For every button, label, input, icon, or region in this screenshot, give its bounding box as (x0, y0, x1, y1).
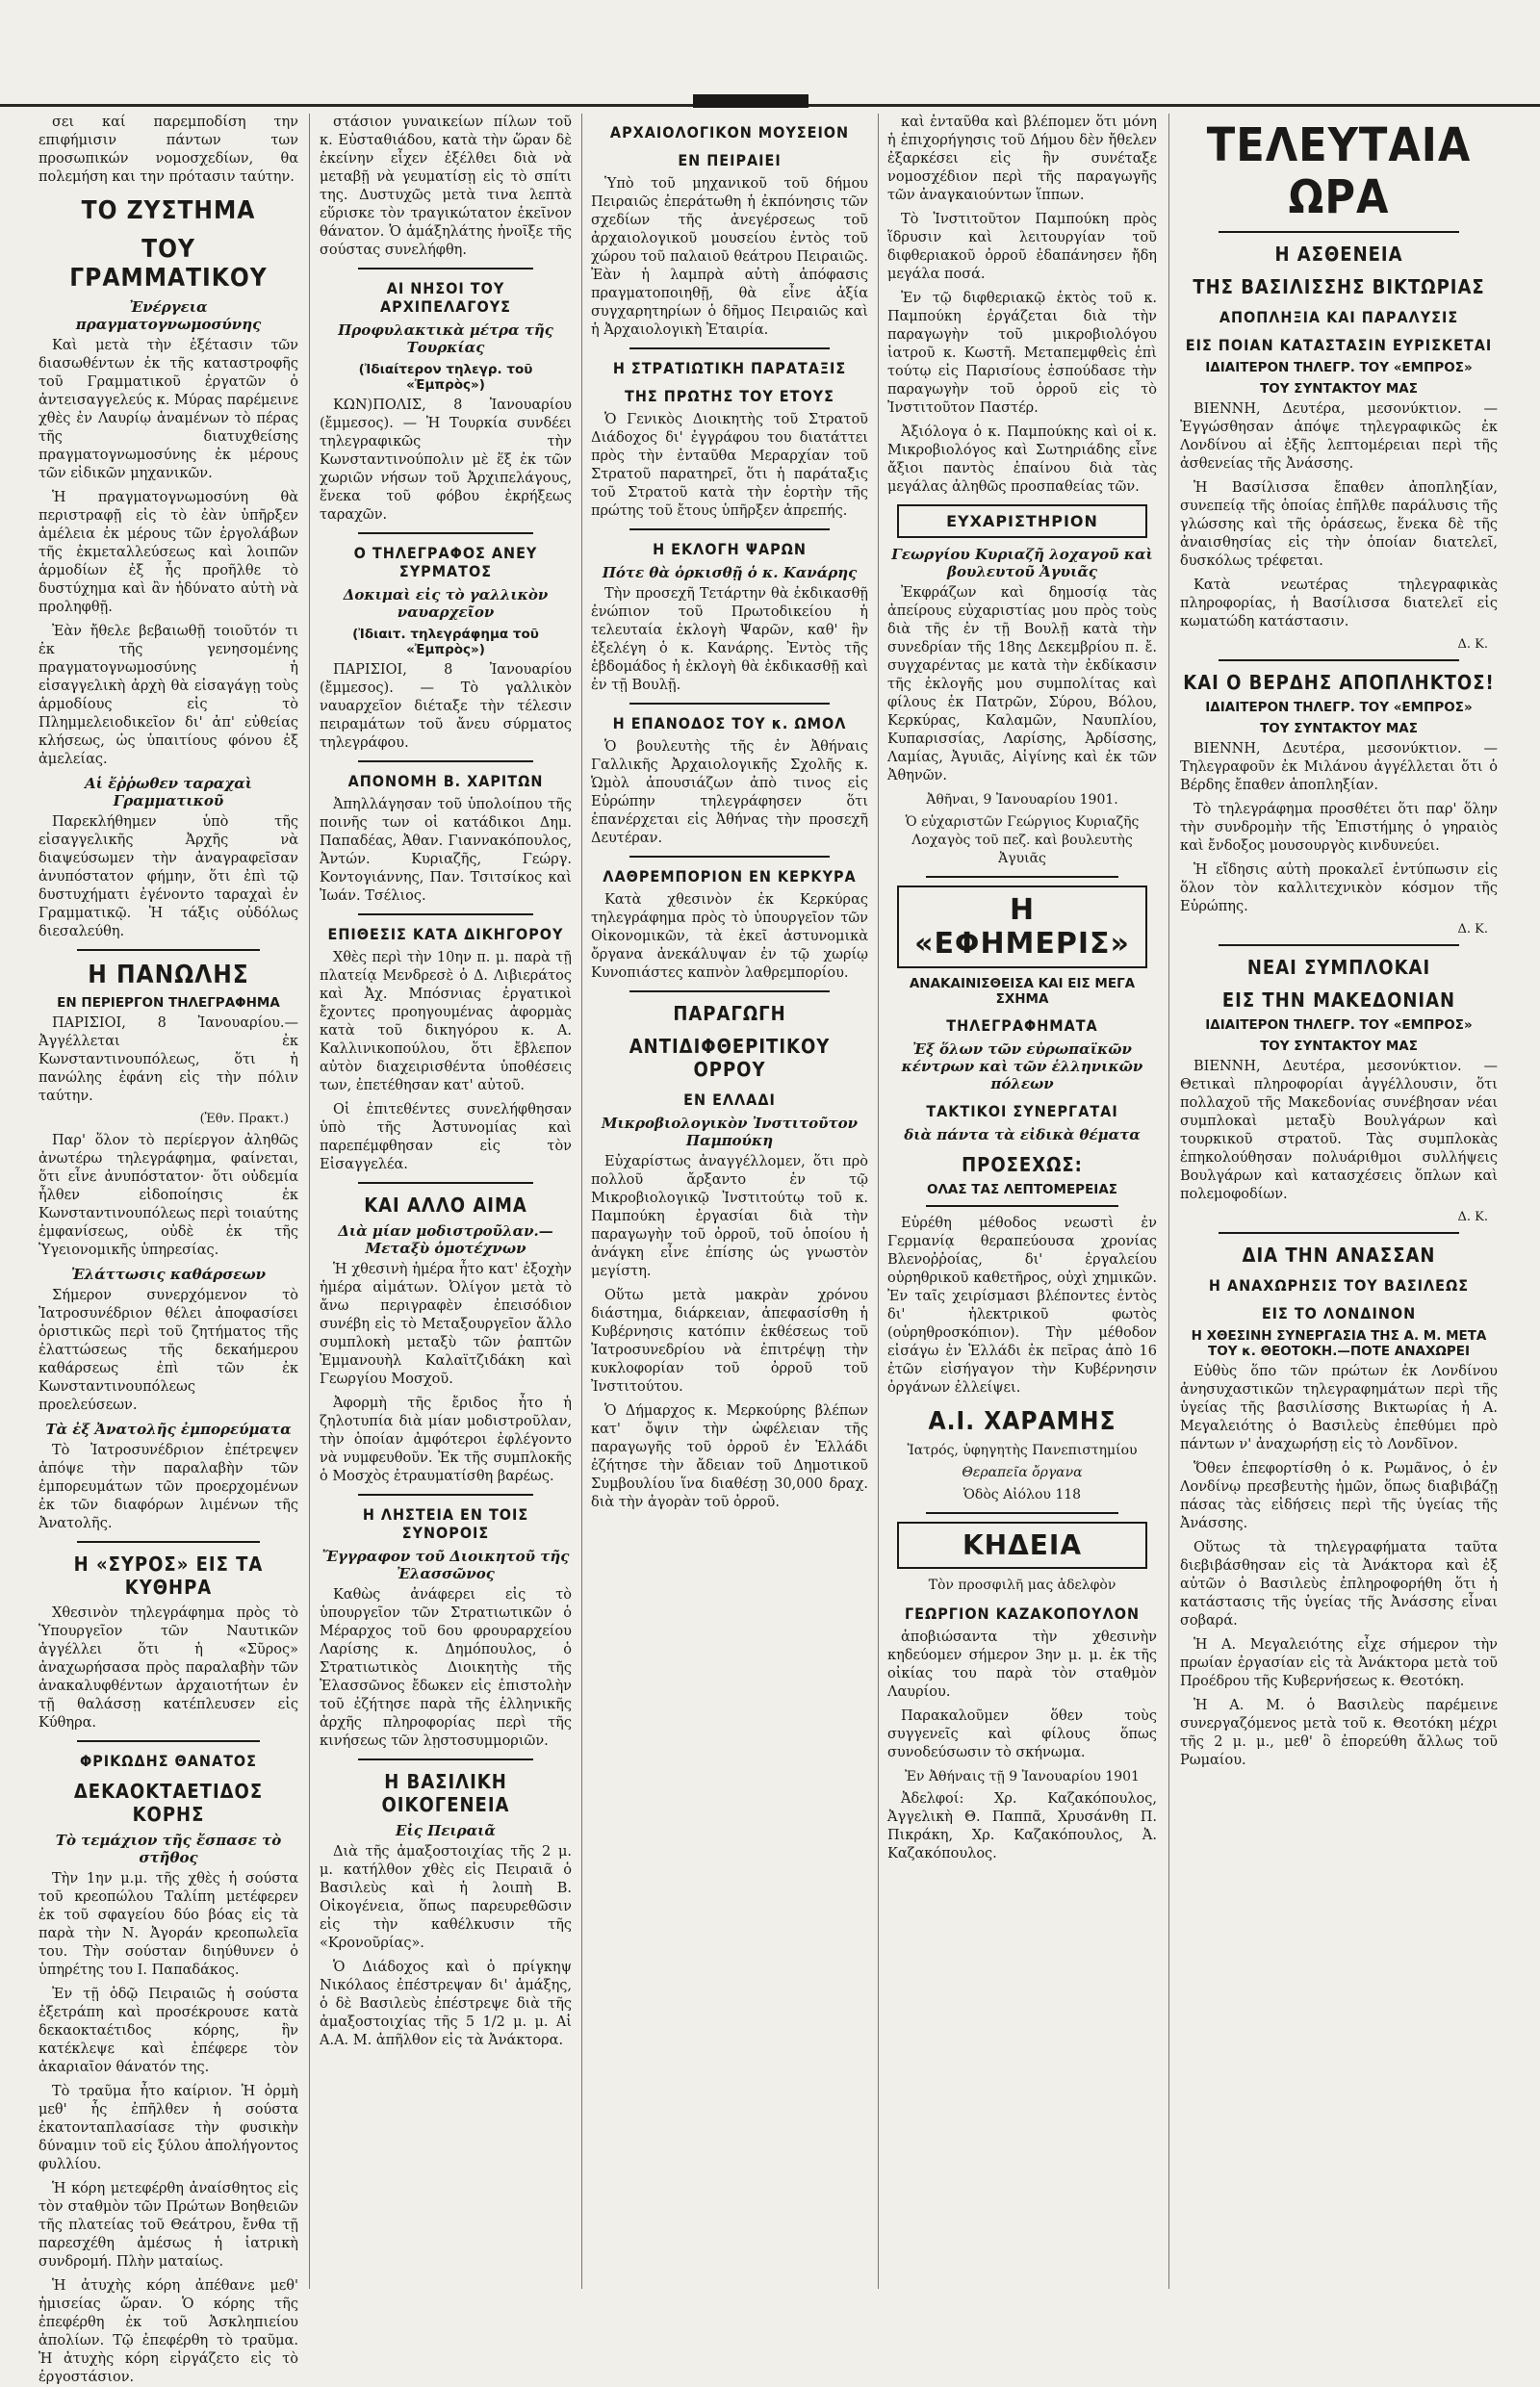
article-text: Ὁ Γενικὸς Διοικητὴς τοῦ Στρατοῦ Διάδοχος δι' ἐγγράφου του διατάττει πρὸς τὴν ἐνταῦθα Μεραρχίαν τοῦ Στρατοῦ παρατηρεῖ, ὅτι ἡ παράταξις τοῦ Στρατοῦ κατὰ τὴν ἑορτὴν τῆς πρώτης τοῦ ἔτους ὑπῆρξεν ἀπρεπής. (591, 412, 868, 519)
ad-subheadline: ΟΛΑΣ ΤΑΣ ΛΕΠΤΟΜΕΡΕΙΑΣ (927, 1182, 1117, 1197)
headline: ΚΑΙ Ο ΒΕΡΔΗΣ ΑΠΟΠΛΗΚΤΟΣ! (1183, 671, 1495, 694)
article-text: ΒΙΕΝΝΗ, Δευτέρα, μεσονύκτιον. — Τηλεγραφοῦν ἐκ Μιλάνου ἀγγέλλεται ὅτι ὁ Βέρδης ἔπαθεν ἀποπληξίαν. (1180, 741, 1498, 793)
column-divider (581, 114, 582, 2289)
divider (77, 1541, 260, 1543)
subheadline: Τὰ ἐξ Ἀνατολῆς ἐμπορεύματα (45, 1421, 292, 1438)
article-text: Ἀπηλλάγησαν τοῦ ὑπολοίπου τῆς ποινῆς των οἱ κατάδικοι Δημ. Παπαδέας, Ἀθαν. Γιαννακόπουλος, Ἀντών. Κυριαζῆς, Γεώργ. Κοντογιάννης, Παν. Τσιτσίκος καὶ Ἰωάν. Τσέλιος. (320, 797, 572, 904)
subheadline: Πότε θὰ ὁρκισθῇ ὁ κ. Κανάρης (602, 564, 858, 581)
article-text: Ἡ ἀτυχὴς κόρη ἀπέθανε μεθ' ἡμισείας ὥραν. Ὁ κόρης τῆς ἐπεφέρθη ἐκ τοῦ Ἀσκληπιείου ἀπολίων. Τῷ ἐπεφέρθη τὸ τραῦμα. Ἡ ἀτυχὴς κόρη εἰργάζετο εἰς τὸ ἐργοστάσιον. (38, 2278, 298, 2385)
divider (358, 532, 533, 534)
byline: Δ. Κ. (1457, 922, 1488, 937)
column-2 (320, 114, 572, 2289)
article-text: Κατὰ νεωτέρας τηλεγραφικὰς πληροφορίας, ἡ Βασίλισσα διατελεῖ εἰς κωματώδη κατάστασιν. (1180, 578, 1498, 629)
article-text: Τὸ Ἰατροσυνέδριον ἐπέτρεψεν ἀπόψε τὴν παραλαβὴν τῶν ἐμπορευμάτων τῶν προερχομένων ἐκ τῶν διαφόρων λιμένων τῆς Ἀνατολῆς. (38, 1443, 298, 1531)
headline: ΤΟΥ ΓΡΑΜΜΑΤΙΚΟΥ (69, 235, 268, 293)
divider (77, 949, 260, 951)
article-text: Ἡ πραγματογνωμοσύνη θὰ περιστραφῇ εἰς τὸ ἐὰν ὑπῆρξεν ἀμέλεια ἐκ μέρους τῶν ἐργολάβων τῆς ἐκμεταλλεύσεως καὶ λοιπῶν ἁρμοδίων ἐξ ἧς προῆλθε τὸ δυστύχημα καὶ ἂν ἠδύνατο αὐτὴ νὰ προληφθῇ. (38, 490, 298, 615)
headline: ΕΥΧΑΡΙΣΤΗΡΙΟΝ (897, 504, 1147, 538)
headline: ΕΙΣ ΠΟΙΑΝ ΚΑΤΑΣΤΑΣΙΝ ΕΥΡΙΣΚΕΤΑΙ (1185, 336, 1493, 354)
divider (1219, 1232, 1459, 1234)
subheadline: ΤΟΥ ΣΥΝΤΑΚΤΟΥ ΜΑΣ (1260, 381, 1418, 397)
article-text: Χθεσινὸν τηλεγράφημα πρὸς τὸ Ὑπουργεῖον τῶν Ναυτικῶν ἀγγέλλει ὅτι ἡ «Σῦρος» ἀναχωρήσασα πρὸς παραλαβὴν τῶν ἀνακαλυφθέντων ἀρχαιοτήτων ἐν τῇ θαλάσσῃ κατέπλευσεν εἰς Κύθηρα. (38, 1605, 298, 1731)
divider (358, 268, 533, 270)
article-text: Ἀφορμὴ τῆς ἔριδος ἦτο ἡ ζηλοτυπία διὰ μίαν μοδιστροῦλαν, τὴν ὁποίαν ἀμφότεροι ἐφλέγοντο νὰ νυμφευθοῦν. Ἐκ τῆς συμπλοκῆς ὁ Μοσχὸς ἐτραυματίσθη βαρέως. (320, 1396, 572, 1484)
subheadline: Γεωργίου Κυριαζῆ λοχαγοῦ καὶ βουλευτοῦ Ἀγυιᾶς (891, 546, 1153, 580)
article-text: στάσιον γυναικείων πίλων τοῦ κ. Εὐσταθιάδου, κατὰ τὴν ὥραν δὲ ἐκείνην εἶχεν ἐξέλθει διὰ νὰ μεταβῇ νὰ γευματίσῃ εἰς τὸ σπίτι της. Δυστυχῶς μετὰ τινα λεπτὰ εὕρισκε τὸν τραγικώτατον ἐκεῖνον θάνατον. Ὁ ἁμάξηλάτης ἠνοῖξε τῆς σούστας συνελήφθη. (320, 115, 572, 258)
article-text: Τὸ τηλεγράφημα προσθέτει ὅτι παρ' ὅλην τὴν συνδρομὴν τῆς Ἐπιστήμης ὁ γηραιὸς καὶ ἔνδοξος μουσουργὸς κινδυνεύει. (1180, 802, 1498, 854)
article-text: Ἐν τῷ διφθεριακῷ ἐκτὸς τοῦ κ. Παμπούκη ἐργάζεται διὰ τὴν παραγωγὴν τοῦ μικροβιολόγου ἰατροῦ κ. Κωστῆ. Μεταπεμφθεὶς ἐπὶ τούτῳ εἰς Παρισίους ἐσπούδασε τὴν παραγωγὴν τοῦ ὀρροῦ εἰς τὸ Ἰνστιτοῦτον Παστέρ. (887, 291, 1157, 416)
divider (629, 347, 830, 349)
article-text: Τὴν προσεχῆ Τετάρτην θὰ ἐκδικασθῇ ἐνώπιον τοῦ Πρωτοδικείου ἡ τελευταία ἐκλογὴ Ψαρῶν, καθ' ἣν ἐξελέγη ὁ κ. Κανάρης. Ἐντὸς τῆς ἑβδομάδος ἡ ἐκλογὴ θὰ ἐκδικασθῇ καὶ ἐν τῇ Βουλῇ. (591, 586, 868, 693)
article-text: Ἡ Α. Μεγαλειότης εἶχε σήμερον τὴν πρωίαν ἐργασίαν εἰς τὰ Ἀνάκτορα μετὰ τοῦ Προέδρου τῆς Κυβερνήσεως κ. Θεοτόκη. (1180, 1637, 1498, 1689)
headline: ΤΗΣ ΠΡΩΤΗΣ ΤΟΥ ΕΤΟΥΣ (625, 387, 834, 405)
article-text: Τὴν 1ην μ.μ. τῆς χθὲς ἡ σούστα τοῦ κρεοπώλου Ταλίπη μετέφερεν ἐκ τοῦ σφαγείου δύο βόας εἰς τὰ παρὰ τὴν Ν. Ἀγοράν κρεοπωλεῖα του. Τὴν σούσταν διηύθυνεν ὁ ὑπηρέτης του Ι. Παπαδάκος. (38, 1871, 298, 1978)
headline: Η ΑΝΑΧΩΡΗΣΙΣ ΤΟΥ ΒΑΣΙΛΕΩΣ (1208, 1276, 1470, 1295)
article-text: Διὰ τῆς ἁμαξοστοιχίας τῆς 2 μ. μ. κατήλθον χθὲς εἰς Πειραιᾶ ὁ Βασιλεὺς καὶ ἡ λοιπὴ Β. Οἰκογένεια, ὅπως παρευρεθῶσιν εἰς τὴν καθέλκυσιν τῆς «Κρονοῦρίας». (320, 1844, 572, 1951)
headline: ΤΗΣ ΒΑΣΙΛΙΣΣΗΣ ΒΙΚΤΩΡΙΑΣ (1193, 275, 1485, 298)
article-text: Κατὰ χθεσινὸν ἐκ Κερκύρας τηλεγράφημα πρὸς τὸ ὑπουργεῖον τῶν Οἰκονομικῶν, τὰ ἐκεῖ ἀστυνομικὰ ὄργανα ἀνεκάλυψαν ἐν τῷ χωρίῳ Κυνοπιάστες καπνὸν λαθρεμπορίου. (591, 892, 868, 981)
divider (358, 913, 533, 915)
article-text: Ἐκφράζων καὶ δημοσίᾳ τὰς ἀπείρους εὐχαριστίας μου πρὸς τοὺς διὰ τῆς ἐν τῇ Βουλῇ κατὰ τὴν συνεδρίαν τῆς 18ης Δεκεμβρίου π. ἔ. συγχαρέντας με κατὰ τὴν ἐκδίκασιν τῆς ἐκλογῆς μου συμπολίτας καὶ φίλους ἐκ Πατρῶν, Σύρου, Βόλου, Κερκύρας, Καλαμῶν, Ναυπλίου, Κυπαρισσίας, Λαρίσης, Ἀρδίσσης, Λαμίας, Ἀγυιᾶς, Αἰγίνης καὶ ἐκ τῶν Ἀθηνῶν. (887, 585, 1157, 783)
divider (629, 703, 830, 705)
ad-headline: ΤΗΛΕΓΡΑΦΗΜΑΤΑ (946, 1016, 1098, 1035)
notice-text: Ἀδελφοί: Χρ. Καζακόπουλος, Ἀγγελικὴ Θ. Παππᾶ, Χρυσάνθη Π. Πικράκη, Χρ. Καζακόπουλος, Ἀ. Καζακόπουλος. (887, 1791, 1157, 1861)
divider (1219, 944, 1459, 946)
signature: Ὁ εὐχαριστῶν Γεώργιος Κυριαζῆς Λοχαγὸς τοῦ πεζ. καὶ βουλευτὴς Ἀγυιᾶς (905, 814, 1140, 866)
article-text: Οὕτως τὰ τηλεγραφήματα ταῦτα διεβιβάσθησαν εἰς τὰ Ἀνάκτορα καὶ ἐξ αὐτῶν ὁ Βασιλεὺς ἐπληροφορήθη ὅτι ἡ κατάστασις τῆς ὑγείας τῆς Ἀνάσσης εἶναι σοβαρά. (1180, 1540, 1498, 1629)
article-text: Ὅθεν ἐπεφορτίσθη ὁ κ. Ρωμᾶνος, ὁ ἐν Λονδίνῳ πρεσβευτὴς ἡμῶν, ὅπως διαβιβάζῃ πάσας τὰς εἰδήσεις περὶ τῆς ὑγείας τῆς Ἀνάσσης. (1180, 1461, 1498, 1531)
article-text: Σήμερον συνερχόμενον τὸ Ἰατροσυνέδριον θέλει ἀποφασίσει ὁριστικῶς περὶ τοῦ ζητήματος τῆς ἐλαττώσεως τῆς δεκαήμερου καθάρσεως ἐπὶ τῶν ἐκ Κωνσταντινουπόλεως προελεύσεων. (38, 1288, 298, 1413)
divider (77, 1740, 260, 1742)
ad-headline: ΤΑΚΤΙΚΟΙ ΣΥΝΕΡΓΑΤΑΙ (926, 1102, 1118, 1120)
article-text: Ἐὰν ἤθελε βεβαιωθῇ τοιοῦτόν τι ἐκ τῆς γενησομένης πραγματογνωμοσύνης ἡ εἰσαγγελικὴ ἀρχὴ θὰ εἰσαγάγῃ τοὺς ἁρμοδίους εἰς τὸ Πλημμελειοδικεῖον δι' ἀπ' εὐθείας κλήσεως, ὡς ὑπαιτίους φόνου ἐξ ἀμελείας. (38, 624, 298, 767)
ad-text: Εὑρέθη μέθοδος νεωστὶ ἐν Γερμανίᾳ θεραπεύουσα χρονίας Βλενοῤῥοίας, δι' ἐργαλείου οὐρηθρικοῦ καθετῆρος, οὐχὶ χημικῶν. Ἐν ταῖς χειρίσμασι βλέποντες ἐντὸς δι' ἠλεκτρικοῦ φωτὸς (οὐρηθροσκόπιον). Τὴν μέθοδον εἰσάγω ἐν Ἑλλάδι ἐκ πεῖρας ἀπὸ 16 ἐτῶν εἰσήγαγον τὴν Κυβέρνησιν ὀργάνων ἐλλείψει. (887, 1216, 1157, 1396)
divider (926, 1205, 1118, 1207)
article-text: Ἐν τῇ ὁδῷ Πειραιῶς ἡ σούστα ἐξετράπη καὶ προσέκρουσε κατὰ δεκαοκταέτιδος κόρης, ἣν κατέκλεψε καὶ ἐπέφερε τὸν ἀκαριαῖον θάνατόν της. (38, 1987, 298, 2075)
subheadline: Αἱ ἔῤῥωθεν ταραχαὶ Γραμματικοῦ (84, 775, 253, 809)
article-text: Ὁ βουλευτὴς τῆς ἐν Ἀθήναις Γαλλικῆς Ἀρχαιολογικῆς Σχολῆς κ. Ὡμὸλ ἀπουσιάζων ἀπὸ τινος εἰς Εὐρώπην τηλεγράφησεν ὅτι ἐπανέρχεται εἰς Ἀθήνας τὴν προσεχῆ Δευτέραν. (591, 739, 868, 846)
ad-text: Ἰατρός, ὑφηγητὴς Πανεπιστημίου (907, 1443, 1138, 1458)
ad-text: Θεραπεῖα ὄργανα (962, 1465, 1083, 1480)
subheadline: ΙΔΙΑΙΤΕΡΟΝ ΤΗΛΕΓΡ. ΤΟΥ «ΕΜΠΡΟΣ» (1205, 1017, 1473, 1033)
headline: Η ΕΠΑΝΟΔΟΣ ΤΟΥ κ. ΩΜΟΛ (612, 714, 847, 732)
article-text: Ἡ κόρη μετεφέρθη ἀναίσθητος εἰς τὸν σταθμὸν τῶν Πρώτων Βοηθειῶν τῆς πλατείας τοῦ Θεάτρου, ἔνθα τῇ παρεσχέθη ἀμέσως ἡ ἰατρικὴ συνδρομή. Πλὴν ματαίως. (38, 2181, 298, 2270)
divider (926, 1512, 1118, 1514)
headline: ΕΠΙΘΕΣΙΣ ΚΑΤΑ ΔΙΚΗΓΟΡΟΥ (327, 925, 564, 943)
column-divider (309, 114, 310, 2289)
article-text: Παρεκλήθημεν ὑπὸ τῆς εἰσαγγελικῆς Ἀρχῆς νὰ διαψεύσωμεν τὴν ἀναγραφεῖσαν ἀνυπόστατον φήμην, ὅτι ἐπὶ τῷ δυστυχήματι ἐγένοντο ταραχαὶ ἐν Γραμματικῷ. Ἡ τάξις οὐδόλως διεσαλεύθη. (38, 814, 298, 939)
article-text: Ἡ χθεσινὴ ἡμέρα ἦτο κατ' ἐξοχὴν ἡμέρα αἱμάτων. Ὀλίγον μετὰ τὸ ἄνω περιγραφὲν ἐπεισόδιον συνέβη εἰς τὸ Μεταξουργεῖον ἄλλο συμπλοκὴ μεταξὺ τῶν ῥαπτῶν Ἐμμανουὴλ Καλαϊτζιδάκη καὶ Γεωργίου Μοσχοῦ. (320, 1262, 572, 1387)
subheadline: Τὸ τεμάχιον τῆς ἔσπασε τὸ στῆθος (55, 1832, 282, 1866)
article-text: Ἡ εἴδησις αὐτὴ προκαλεῖ ἐντύπωσιν εἰς ὅλον τὸν καλλιτεχνικὸν κόσμον τῆς Εὐρώπης. (1180, 862, 1498, 914)
ad-headline: Η «ΕΦΗΜΕΡΙΣ» (897, 886, 1147, 968)
headline: ΤΟ ΖΥΣΤΗΜΑ (81, 196, 256, 225)
article-text: Χθὲς περὶ τὴν 10ην π. μ. παρὰ τῇ πλατείᾳ Μενδρεσὲ ὁ Δ. Λιβιεράτος καὶ Ἀχ. Μπόσνιας ἐργατικοὶ ἔχοντες προηγουμένας ἀφορμὰς κατὰ τοῦ δικηγόρου κ. Α. Καλλινικοπούλου, ὅτι ἔβλεπον αὐτὸν διαχειρισθέντα ὑποθέσεις των, ἐπετέθησαν κατ' αὐτοῦ. (320, 950, 572, 1093)
column-1 (38, 114, 298, 2385)
article-text: Εὐθὺς ὅπο τῶν πρώτων ἐκ Λονδίνου ἀνησυχαστικῶν τηλεγραφημάτων περὶ τῆς ὑγείας τῆς βασιλίσσης Βικτωρίας ἡ Α. Μεγαλειότης ὁ Βασιλεὺς ἐπεθύμει πρὸ πάντων ν' ἀναχωρήσῃ εἰς τὸ Λονδῖνον. (1180, 1364, 1498, 1452)
subheadline: (Ἰδιαιτ. τηλεγράφημα τοῦ «Ἐμπρὸς») (352, 627, 539, 657)
subheadline: Ἔγγραφον τοῦ Διοικητοῦ τῆς Ἐλασσῶνος (321, 1548, 570, 1582)
headline: ΑΡΧΑΙΟΛΟΓΙΚΟΝ ΜΟΥΣΕΙΟΝ (609, 123, 850, 141)
column-3 (591, 114, 868, 2289)
byline: Δ. Κ. (1457, 1210, 1488, 1224)
headline: ΝΕΑΙ ΣΥΜΠΛΟΚΑΙ (1246, 956, 1431, 979)
divider (1219, 659, 1459, 661)
subheadline: ΤΟΥ ΣΥΝΤΑΚΤΟΥ ΜΑΣ (1260, 1039, 1418, 1054)
headline: Η ΒΑΣΙΛΙΚΗ ΟΙΚΟΓΕΝΕΙΑ (381, 1770, 510, 1816)
article-text: Ὁ Διάδοχος καὶ ὁ πρίγκηψ Νικόλαος ἐπέστρεψαν δι' ἁμάξης, ὁ δὲ Βασιλεὺς ἐπέστρεψε διὰ τῆς ἁμαξοστοιχίας τῆς 5 1/2 μ. μ. Αἱ Α.Α. Μ. ἀπῆλθον εἰς τὰ Ἀνάκτορα. (320, 1960, 572, 2048)
notice-text: ἀποβιώσαντα τὴν χθεσινὴν κηδεύομεν σήμερον 3ην μ. μ. ἐκ τῆς οἰκίας του παρὰ τὸν σταθμὸν Λαυρίου. (887, 1630, 1157, 1700)
ad-subheadline: Ἐξ ὅλων τῶν εὐρωπαϊκῶν κέντρων καὶ τῶν ἑλληνικῶν πόλεων (901, 1040, 1143, 1092)
headline: ΕΙΣ ΤΟ ΛΟΝΔΙΝΟΝ (1261, 1304, 1417, 1322)
notice-text: Τὸν προσφιλῆ μας ἀδελφὸν (928, 1578, 1116, 1593)
subheadline: ΤΟΥ ΣΥΝΤΑΚΤΟΥ ΜΑΣ (1260, 721, 1418, 736)
divider (358, 1494, 533, 1496)
article-text: Ἡ Α. Μ. ὁ Βασιλεὺς παρέμεινε συνεργαζόμενος μετὰ τοῦ κ. Θεοτόκη μέχρι τῆς 2 μ. μ., μεθ' ὃ ἐπορεύθη ἄλλως τοῦ Ρωμαίου. (1180, 1698, 1498, 1768)
article-text: σει καί παρεμποδίση την επιφήμισιν πάντων των προσωπικών νομοσχεδίων, θα πολεμήση και την πρότασιν ταύτην. (38, 115, 298, 185)
column-5 (1180, 114, 1498, 2289)
divider (629, 856, 830, 858)
divider (358, 760, 533, 762)
article-text: Ἡ Βασίλισσα ἔπαθεν ἀποπληξίαν, συνεπείᾳ τῆς ὁποίας ἐπῆλθε παράλυσις τῆς γλώσσης καὶ τῆς ὁράσεως, ἕνεκα δὲ τῆς ἀναισθησίας εἰς τὴν ὁποίαν διατελεῖ, δυσκόλως τρέφεται. (1180, 480, 1498, 569)
divider (629, 528, 830, 530)
headline: ΑΙ ΝΗΣΟΙ ΤΟΥ ΑΡΧΙΠΕΛΑΓΟΥΣ (380, 279, 511, 316)
article-text: Ὑπὸ τοῦ μηχανικοῦ τοῦ δήμου Πειραιῶς ἐπεράτωθη ἡ ἐκπόνησις τῶν σχεδίων τῆς ἀνεγέρσεως τοῦ ἀρχαιολογικοῦ μουσείου ἐντὸς τοῦ χώρου τοῦ παλαιοῦ θεάτρου Πειραιῶς. Ἐὰν ἡ λαμπρὰ αὐτὴ ἀπόφασις πραγματοποιηθῇ, θὰ εἶνε ἀξία συγχαρητηρίων ὁ δῆμος Πειραιῶς καὶ ἡ Ἀρχαιολογικὴ Ἑταιρία. (591, 176, 868, 338)
masthead-fragment (693, 94, 808, 108)
subheadline: ΙΔΙΑΙΤΕΡΟΝ ΤΗΛΕΓΡ. ΤΟΥ «ΕΜΠΡΟΣ» (1205, 360, 1473, 375)
article-text: Οὕτω μετὰ μακρὰν χρόνου διάστημα, διάρκειαν, ἀπεφασίσθη ἡ Κυβέρνησις κατόπιν ἐκθέσεως τοῦ Ἰατροσυνεδρίου νὰ ἐπιτρέψῃ τὴν κυκλοφορίαν τοῦ ὀρροῦ τοῦ Ἰνστιτούτου. (591, 1288, 868, 1395)
headline: ΠΑΡΑΓΩΓΗ (673, 1002, 786, 1025)
divider (358, 1182, 533, 1184)
article-text: Τὸ τραῦμα ἦτο καίριον. Ἡ ὁρμὴ μεθ' ἧς ἐπῆλθεν ἡ σούστα ἐκατονταπλασίασε τὴν φυσικὴν δύναμιν τοῦ εἰς ξύλου ἀπολήγοντος φυλλίου. (38, 2084, 298, 2172)
article-text: Οἱ ἐπιτεθέντες συνελήφθησαν ὑπὸ τῆς Ἀστυνομίας καὶ παρεπέμφθησαν εἰς τὸν Εἰσαγγελέα. (320, 1102, 572, 1172)
column-divider (1168, 114, 1169, 2289)
article-text: Καθὼς ἀνάφερει εἰς τὸ ὑπουργεῖον τῶν Στρατιωτικῶν ὁ Μέραρχος τοῦ 6ου φρουραρχείου Λαρίσης κ. Δημόπουλος, ὁ Στρατιωτικὸς Διοικητὴς τῆς Ἐλασσῶνος ἔδωκεν εἰς ἐπιστολὴν τοῦ ἐζήτησε παρὰ τῆς ἑλληνικῆς ἀρχῆς πληροφορίας περὶ τῆς κινήσεως τῶν λῃστοσυμμοριῶν. (320, 1587, 572, 1749)
divider (358, 1758, 533, 1760)
source-note: (Ἐθν. Πρακτ.) (199, 1112, 289, 1126)
headline: ΑΠΟΝΟΜΗ Β. ΧΑΡΙΤΩΝ (347, 772, 544, 790)
headline: Η «ΣΥΡΟΣ» ΕΙΣ ΤΑ ΚΥΘΗΡΑ (73, 1553, 264, 1599)
article-text: Εὐχαρίστως ἀναγγέλλομεν, ὅτι πρὸ πολλοῦ ἄρξαντο ἐν τῷ Μικροβιολογικῷ Ἰνστιτούτῳ τοῦ κ. Παμπούκη ἐργασίαι διὰ τὴν παραγωγὴν τοῦ ὀρροῦ, τοῦ ὁποίου ἡ ἀνάγκη εἶνε ἐπίσης ὡς γνωστὸν μεγίστη. (591, 1154, 868, 1279)
subheadline: Ἐλάττωσις καθάρσεων (70, 1266, 267, 1283)
article-text: Καὶ μετὰ τὴν ἐξέτασιν τῶν διασωθέντων ἐκ τῆς καταστροφῆς τοῦ Γραμματικοῦ ἐργατῶν ὁ ἀντεισαγγελεύς κ. Μύρας παρέμεινε χθὲς ἐν Λαυρίῳ ἀναμένων τὸ πέρας τῆς διατυχθείσης πραγματογνωμοσύνης ἐκ μέρους τῶν εἰδικῶν μηχανικῶν. (38, 338, 298, 481)
subheadline: Εἰς Πειραιᾶ (396, 1822, 496, 1839)
ad-headline: ΠΡΟΣΕΧΩΣ: (962, 1153, 1083, 1176)
article-text: ΒΙΕΝΝΗ, Δευτέρα, μεσονύκτιον. — Ἐγγώσθησαν ἀπόψε τηλεγραφικῶς ἐκ Λονδίνου αἱ ἐξῆς λεπτομέρειαι περὶ τῆς ἀσθενείας τῆς Ἀνάσσης. (1180, 401, 1498, 472)
subheadline: Η ΧΘΕΣΙΝΗ ΣΥΝΕΡΓΑΣΙΑ ΤΗΣ Α. Μ. ΜΕΤΑ ΤΟΥ κ. ΘΕΟΤΟΚΗ.—ΠΟΤΕ ΑΝΑΧΩΡΕΙ (1191, 1328, 1487, 1359)
address: Ὁδὸς Αἰόλου 118 (962, 1487, 1082, 1502)
headline: ΑΠΟΠΛΗΞΙΑ ΚΑΙ ΠΑΡΑΛΥΣΙΣ (1219, 308, 1459, 326)
headline: ΦΡΙΚΩΔΗΣ ΘΑΝΑΤΟΣ (79, 1752, 257, 1770)
subheadline: Διὰ μίαν μοδιστροῦλαν.— Μεταξὺ ὁμοτέχνων (338, 1222, 553, 1257)
subheadline: ΕΝ ΠΕΡΙΕΡΓΟΝ ΤΗΛΕΓΡΑΦΗΜΑ (57, 995, 280, 1011)
notice-text: Παρακαλοῦμεν ὅθεν τοὺς συγγενεῖς καὶ φίλους ὅπως συνοδεύσωσιν τὸ σκήνωμα. (887, 1708, 1157, 1760)
headline: ΕΙΣ ΤΗΝ ΜΑΚΕΔΟΝΙΑΝ (1221, 988, 1456, 1012)
subheadline: ΙΔΙΑΙΤΕΡΟΝ ΤΗΛΕΓΡ. ΤΟΥ «ΕΜΠΡΟΣ» (1205, 700, 1473, 715)
headline: Η ΑΣΘΕΝΕΙΑ (1274, 243, 1403, 266)
article-text: ΚΩΝ)ΠΟΛΙΣ, 8 Ἰανουαρίου (ἔμμεσος). — Ἡ Τουρκία συνδέει τηλεγραφικῶς τὴν Κωνσταντινούπολιν μὲ ἕξ ἐκ τῶν χωριῶν νήσων τοῦ Ἀρχιπελάγους, ἕνεκα τοῦ φόβου ἐκρήξεως ταραχῶν. (320, 398, 572, 523)
headline: ΕΝ ΠΕΙΡΑΙΕΙ (678, 151, 782, 169)
headline: Η ΛΗΣΤΕΙΑ ΕΝ ΤΟΙΣ ΣΥΝΟΡΟΙΣ (362, 1505, 529, 1542)
divider (926, 876, 1118, 878)
dateline: Ἐν Ἀθήναις τῇ 9 Ἰανουαρίου 1901 (905, 1769, 1140, 1784)
headline: Η ΠΑΝΩΛΗΣ (88, 961, 249, 989)
subheadline: Μικροβιολογικὸν Ἰνστιτοῦτον Παμπούκη (601, 1115, 859, 1149)
article-text: Ὁ Δήμαρχος κ. Μερκούρης βλέπων κατ' ὄψιν τὴν ὠφέλειαν τῆς παραγωγῆς τοῦ ὀρροῦ ἐν Ἑλλάδι ἐζήτησε τὴν ἄδειαν τοῦ Δημοτικοῦ Συμβουλίου ἵνα διαθέσῃ 30,000 δραχ. διὰ τὴν ἀγορὰν τοῦ ὀρροῦ. (591, 1403, 868, 1510)
headline: ΛΑΘΡΕΜΠΟΡΙΟΝ ΕΝ ΚΕΡΚΥΡΑ (603, 867, 857, 886)
headline: ΚΑΙ ΑΛΛΟ ΑΙΜΑ (364, 1194, 527, 1217)
divider (629, 990, 830, 992)
column-divider (878, 114, 879, 2289)
dateline: Ἀθῆναι, 9 Ἰανουαρίου 1901. (926, 792, 1118, 808)
byline: Δ. Κ. (1457, 637, 1488, 652)
subheadline: Προφυλακτικὰ μέτρα τῆς Τουρκίας (338, 321, 553, 356)
article-text: ΠΑΡΙΣΙΟΙ, 8 Ἰανουαρίου.— Ἀγγέλλεται ἐκ Κωνσταντινουπόλεως, ὅτι ἡ πανώλης ἐφάνη εἰς τὴν πόλιν ταύτην. (38, 1015, 298, 1104)
headline: ΕΝ ΕΛΛΑΔΙ (683, 1091, 776, 1109)
ad-subheadline: διὰ πάντα τὰ εἰδικὰ θέματα (904, 1126, 1141, 1143)
article-text: Ἀξιόλογα ὁ κ. Παμπούκης καὶ οἱ κ. Μικροβιολόγος καὶ Σωτηριάδης εἶνε ἄξιοι παντὸς ἐπαίνου διὰ τὰς μεγάλας ἀληθῶς προσπαθείας τῶν. (887, 424, 1157, 495)
divider (1219, 231, 1459, 233)
headline: ΔΙΑ ΤΗΝ ΑΝΑΣΣΑΝ (1242, 1244, 1436, 1267)
notice-name: ΓΕΩΡΓΙΟΝ ΚΑΖΑΚΟΠΟΥΛΟΝ (905, 1604, 1140, 1623)
ad-subheadline: ΑΝΑΚΑΙΝΙΣΘΕΙΣΑ ΚΑΙ ΕΙΣ ΜΕΓΑ ΣΧΗΜΑ (909, 976, 1136, 1007)
headline: Η ΣΤΡΑΤΙΩΤΙΚΗ ΠΑΡΑΤΑΞΙΣ (612, 359, 847, 377)
subheadline: Ἐνέργεια πραγματογνωμοσύνης (75, 298, 262, 333)
article-text: Παρ' ὅλον τὸ περίεργον ἀληθῶς ἀνωτέρω τηλεγράφημα, φαίνεται, ὅτι εἶνε ἀνυπόστατον· ὅτι οὐδεμία ἦλθεν εἰδοποίησις ἐκ Κωνσταντινουπόλεως περὶ τοιαύτης ἐμφανίσεως, οὐδὲ ἐκ τῆς Ὑγειονομικῆς ὑπηρεσίας. (38, 1133, 298, 1258)
headline: ΑΝΤΙΔΙΦΘΕΡΙΤΙΚΟΥ ΟΡΡΟΥ (629, 1035, 831, 1081)
ad-headline: Α.Ι. ΧΑΡΑΜΗΣ (928, 1407, 1116, 1436)
column-4 (887, 114, 1157, 2289)
headline: ΔΕΚΑΟΚΤΑΕΤΙΔΟΣ ΚΟΡΗΣ (73, 1780, 264, 1826)
notice-headline: ΚΗΔΕΙΑ (897, 1522, 1147, 1569)
subheadline: (Ἰδιαίτερον τηλεγρ. τοῦ «Ἐμπρὸς») (358, 362, 533, 393)
article-text: ΠΑΡΙΣΙΟΙ, 8 Ἰανουαρίου (ἔμμεσος). — Τὸ γαλλικὸν ναυαρχεῖον διέταξε τὴν τέλεσιν πειραμάτων τοῦ ἄνευ σύρματος τηλεγράφου. (320, 662, 572, 751)
headline: Ο ΤΗΛΕΓΡΑΦΟΣ ΑΝΕΥ ΣΥΡΜΑΤΟΣ (353, 544, 538, 580)
article-text: ΒΙΕΝΝΗ, Δευτέρα, μεσονύκτιον. — Θετικαὶ πληροφορίαι ἀγγέλλουσιν, ὅτι πολλαχοῦ τῆς Μακεδονίας συνέβησαν νέαι συμπλοκαὶ μεταξὺ Βουλγάρων καὶ τουρκικοῦ στρατοῦ. Τὰς συμπλοκὰς ἐπηκολούθησαν πολυάριθμοι συλλήψεις Βουλγάρων καὶ κατασχέσεις ὅπλων καὶ πολεμοφοδίων. (1180, 1059, 1498, 1202)
headline: Η ΕΚΛΟΓΗ ΨΑΡΩΝ (653, 540, 807, 558)
section-title: ΤΕΛΕΥΤΑΙΑ ΩΡΑ (1206, 118, 1472, 224)
subheadline: Δοκιμαὶ εἰς τὸ γαλλικὸν ναυαρχεῖον (343, 586, 549, 621)
article-text: καὶ ἐνταῦθα καὶ βλέπομεν ὅτι μόνη ἡ ἐπιχορήγησις τοῦ Δήμου δὲν ἤθελεν ἐξαρκέσει εἰς ἣν συνέταξε νομοσχέδιον περὶ τῆς παραγωγῆς τῶν ἀναγκαιούντων ἵππων. (887, 115, 1157, 203)
article-text: Τὸ Ἰνστιτοῦτον Παμπούκη πρὸς ἵδρυσιν καὶ λειτουργίαν τοῦ διφθεριακοῦ ὀρροῦ ἐδαπάνησεν ἤδη μεγάλα ποσά. (887, 212, 1157, 282)
